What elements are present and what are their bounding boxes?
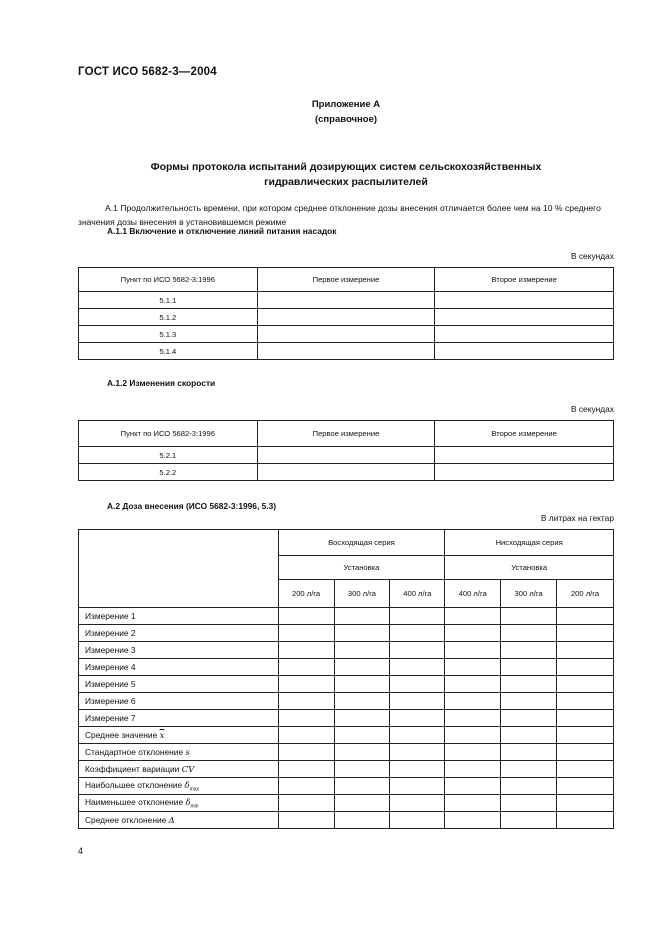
table-row	[79, 642, 614, 659]
ascending-series-header: Восходящая серия	[278, 530, 445, 556]
row-symbol: Δ	[168, 815, 175, 825]
empty-cell	[557, 744, 614, 761]
column-header: Первое измерение	[257, 421, 435, 447]
table-header-row	[79, 421, 614, 447]
table-a12	[78, 420, 614, 481]
empty-cell	[557, 676, 614, 693]
empty-cell	[501, 778, 557, 795]
row-label: Измерение 6	[85, 696, 136, 706]
row-label-cell	[79, 608, 279, 625]
column-header: Пункт по ИСО 5682-3:1996	[79, 268, 258, 292]
empty-cell	[390, 761, 445, 778]
clause-cell: 5.2.1	[79, 447, 258, 464]
empty-cell	[278, 795, 334, 812]
table-row	[79, 676, 614, 693]
empty-cell	[334, 693, 390, 710]
section-a11-heading: А.1.1 Включение и отключение линий питания насадок	[107, 226, 337, 236]
empty-cell	[334, 676, 390, 693]
empty-cell	[501, 812, 557, 829]
row-label-cell	[79, 642, 279, 659]
row-label: Наибольшее отклонение	[85, 779, 185, 790]
empty-cell	[445, 812, 501, 829]
empty-cell	[557, 642, 614, 659]
table-row	[79, 744, 614, 761]
row-label-cell	[79, 693, 279, 710]
empty-cell	[390, 727, 445, 744]
table-row	[79, 464, 614, 481]
empty-cell	[557, 625, 614, 642]
row-symbol: CV	[181, 764, 195, 774]
empty-cell	[278, 659, 334, 676]
row-label-cell	[79, 710, 279, 727]
empty-cell	[334, 710, 390, 727]
row-label: Измерение 4	[85, 662, 136, 672]
empty-cell	[557, 795, 614, 812]
empty-cell	[390, 778, 445, 795]
column-header: Пункт по ИСО 5682-3:1996	[79, 421, 258, 447]
empty-cell	[435, 464, 614, 481]
empty-cell	[278, 744, 334, 761]
rate-header: 400 л/га	[445, 580, 501, 608]
row-label-cell	[79, 727, 279, 744]
row-label: Измерение 1	[85, 611, 136, 621]
empty-cell	[334, 625, 390, 642]
empty-cell	[501, 693, 557, 710]
empty-cell	[445, 608, 501, 625]
empty-cell	[435, 343, 614, 360]
empty-cell	[334, 659, 390, 676]
empty-cell	[278, 608, 334, 625]
empty-cell	[334, 812, 390, 829]
empty-cell	[557, 727, 614, 744]
empty-cell	[445, 761, 501, 778]
empty-cell	[334, 761, 390, 778]
empty-cell	[278, 778, 334, 795]
table-row	[79, 326, 614, 343]
empty-cell	[334, 778, 390, 795]
row-label-cell	[79, 795, 279, 812]
empty-cell	[390, 642, 445, 659]
row-label: Измерение 2	[85, 628, 136, 638]
table-row	[79, 447, 614, 464]
empty-cell	[501, 676, 557, 693]
clause-cell: 5.2.2	[79, 464, 258, 481]
empty-cell	[390, 608, 445, 625]
empty-cell	[257, 447, 435, 464]
annex-heading	[78, 97, 614, 127]
empty-cell	[501, 761, 557, 778]
empty-cell	[390, 676, 445, 693]
empty-cell	[501, 710, 557, 727]
section-a11-unit: В секундах	[570, 251, 614, 261]
empty-cell	[278, 710, 334, 727]
row-label: Среднее значение	[85, 730, 160, 740]
empty-cell	[501, 642, 557, 659]
empty-cell	[445, 727, 501, 744]
clause-cell: 5.1.4	[79, 343, 258, 360]
empty-cell	[334, 727, 390, 744]
empty-cell	[501, 608, 557, 625]
column-header: Второе измерение	[435, 268, 614, 292]
table-row	[79, 761, 614, 778]
rate-header: 300 л/га	[334, 580, 390, 608]
annex-subtitle: (справочное)	[314, 114, 378, 125]
empty-cell	[557, 812, 614, 829]
row-label-cell	[79, 659, 279, 676]
setting-header: Установка	[445, 556, 614, 580]
clause-cell: 5.1.3	[79, 326, 258, 343]
table-row	[79, 727, 614, 744]
table-row	[79, 608, 614, 625]
empty-cell	[390, 659, 445, 676]
page-number: 4	[78, 846, 84, 856]
empty-cell	[445, 659, 501, 676]
row-label-cell	[79, 778, 279, 795]
standard-code: ГОСТ ИСО 5682-3—2004	[78, 66, 217, 78]
empty-cell	[435, 447, 614, 464]
empty-cell	[278, 642, 334, 659]
empty-cell	[445, 710, 501, 727]
empty-cell	[257, 326, 435, 343]
empty-cell	[557, 659, 614, 676]
empty-cell	[501, 795, 557, 812]
empty-cell	[390, 812, 445, 829]
column-header: Первое измерение	[257, 268, 435, 292]
table-a2	[78, 529, 614, 829]
row-label: Измерение 3	[85, 645, 136, 655]
section-a12-unit: В секундах	[570, 404, 614, 414]
empty-cell	[278, 761, 334, 778]
form-title-line2: гидравлических распылителей	[264, 176, 428, 188]
empty-cell	[390, 693, 445, 710]
row-symbol-subscript: max	[189, 786, 200, 793]
empty-cell	[501, 625, 557, 642]
table-row	[79, 693, 614, 710]
clause-cell: 5.1.1	[79, 292, 258, 309]
row-label-cell	[79, 625, 279, 642]
empty-cell	[390, 744, 445, 761]
column-header: Второе измерение	[435, 421, 614, 447]
empty-cell	[278, 676, 334, 693]
empty-cell	[501, 659, 557, 676]
rate-header: 200 л/га	[278, 580, 334, 608]
corner-cell	[79, 530, 279, 608]
row-label-cell	[79, 676, 279, 693]
empty-cell	[257, 309, 435, 326]
row-label: Стандартное отклонение	[85, 747, 186, 757]
row-label: Коэффициент вариации	[85, 764, 182, 774]
empty-cell	[445, 625, 501, 642]
empty-cell	[445, 744, 501, 761]
section-a2-heading: А.2 Доза внесения (ИСО 5682-3:1996, 5.3)	[107, 501, 277, 511]
empty-cell	[278, 812, 334, 829]
annex-title: Приложение А	[311, 99, 381, 110]
empty-cell	[278, 625, 334, 642]
descending-series-header: Нисходящая серия	[445, 530, 614, 556]
table-header-row	[79, 268, 614, 292]
empty-cell	[257, 292, 435, 309]
table-row	[79, 812, 614, 829]
table-row	[79, 343, 614, 360]
rate-header: 200 л/га	[557, 580, 614, 608]
row-label-cell	[79, 744, 279, 761]
empty-cell	[334, 744, 390, 761]
table-body	[79, 608, 614, 829]
empty-cell	[435, 292, 614, 309]
empty-cell	[557, 710, 614, 727]
row-label-cell	[79, 761, 279, 778]
row-label: Среднее отклонение	[85, 815, 169, 825]
empty-cell	[445, 778, 501, 795]
setting-header: Установка	[278, 556, 445, 580]
row-symbol: s	[185, 747, 190, 757]
empty-cell	[445, 676, 501, 693]
form-title	[78, 160, 614, 190]
table-row	[79, 659, 614, 676]
section-a2-unit: В литрах на гектар	[540, 513, 614, 523]
empty-cell	[557, 608, 614, 625]
row-label-cell	[79, 812, 279, 829]
form-title-line1: Формы протокола испытаний дозирующих систем сельскохозяйственных	[150, 161, 542, 173]
table-row	[79, 625, 614, 642]
empty-cell	[445, 693, 501, 710]
empty-cell	[501, 727, 557, 744]
row-label: Наименьшее отклонение	[85, 796, 186, 807]
empty-cell	[278, 727, 334, 744]
empty-cell	[334, 642, 390, 659]
empty-cell	[501, 744, 557, 761]
row-symbol-subscript: min	[190, 803, 199, 810]
empty-cell	[334, 795, 390, 812]
clause-cell: 5.1.2	[79, 309, 258, 326]
empty-cell	[557, 778, 614, 795]
empty-cell	[557, 761, 614, 778]
empty-cell	[390, 795, 445, 812]
empty-cell	[435, 309, 614, 326]
empty-cell	[435, 326, 614, 343]
table-row	[79, 778, 614, 795]
row-symbol: δ	[185, 796, 191, 807]
empty-cell	[390, 625, 445, 642]
empty-cell	[257, 343, 435, 360]
row-label: Измерение 7	[85, 713, 136, 723]
empty-cell	[390, 710, 445, 727]
empty-cell	[257, 464, 435, 481]
empty-cell	[445, 642, 501, 659]
section-a12-heading: А.1.2 Изменения скорости	[107, 378, 216, 388]
rate-header: 300 л/га	[501, 580, 557, 608]
empty-cell	[557, 693, 614, 710]
table-row	[79, 309, 614, 326]
table-row	[79, 795, 614, 812]
table-header-row	[79, 530, 614, 556]
row-symbol: δ	[184, 779, 190, 790]
empty-cell	[445, 795, 501, 812]
rate-header: 400 л/га	[390, 580, 445, 608]
empty-cell	[334, 608, 390, 625]
table-row	[79, 292, 614, 309]
empty-cell	[278, 693, 334, 710]
row-symbol: $\overline{x}$	[159, 730, 165, 740]
section-a1-text: А.1 Продолжительность времени, при котором среднее отклонение дозы внесения отличается более чем на 10 % среднего значения дозы внесения в установившемся режиме	[78, 203, 601, 227]
row-label: Измерение 5	[85, 679, 136, 689]
table-a11	[78, 267, 614, 360]
table-row	[79, 710, 614, 727]
